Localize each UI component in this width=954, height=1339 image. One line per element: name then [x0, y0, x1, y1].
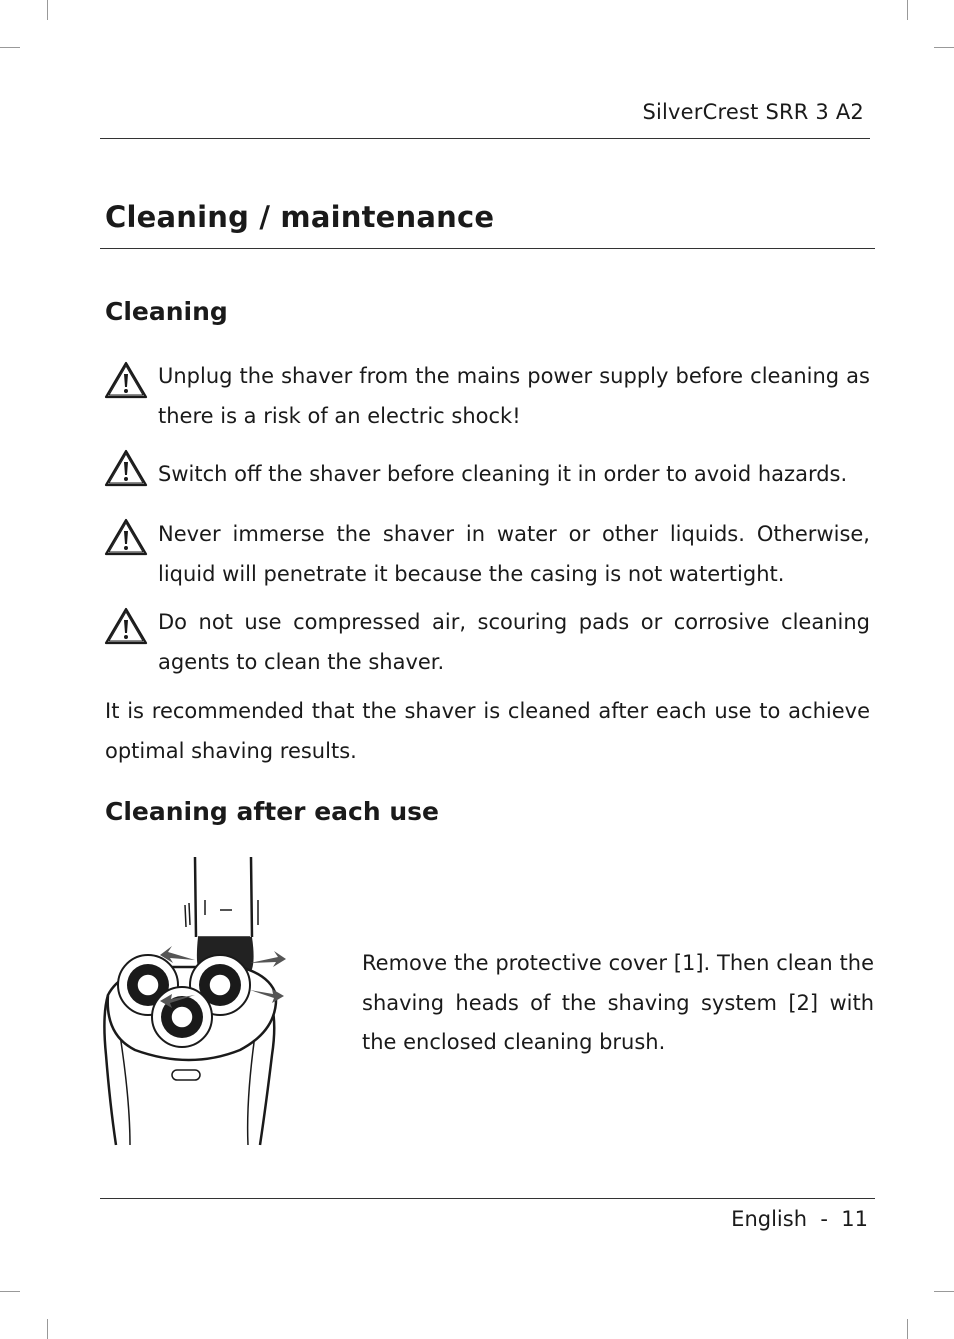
after-use-text: Remove the protective cover [1]. Then clean the shaving heads of the shaving system [2] with the enclosed cleaning brush. — [362, 951, 874, 1054]
warning-triangle-icon — [103, 360, 149, 400]
page-number: English - 11 — [731, 1207, 868, 1231]
footer-rule — [100, 1198, 875, 1199]
crop-mark — [907, 0, 908, 20]
crop-mark — [934, 1291, 954, 1292]
running-header: SilverCrest SRR 3 A2 — [642, 100, 864, 124]
warning-text-compressed-air: Do not use compressed air, scouring pads or corrosive cleaning agents to clean the shaver. — [158, 610, 870, 674]
title-rule — [100, 248, 875, 249]
crop-mark — [0, 47, 20, 48]
warning-triangle-icon — [103, 517, 149, 557]
warning-text-immerse: Never immerse the shaver in water or other liquids. Otherwise, liquid will penetrate it because the casing is not watertight. — [158, 522, 870, 586]
warning-triangle-icon — [103, 606, 149, 646]
warning-text-switch-off: Switch off the shaver before cleaning it in order to avoid hazards. — [158, 462, 848, 486]
crop-mark — [47, 0, 48, 20]
recommendation-text: It is recommended that the shaver is cleaned after each use to achieve optimal shaving results. — [105, 699, 870, 763]
crop-mark — [47, 1319, 48, 1339]
section-heading-cleaning: Cleaning — [105, 297, 228, 326]
crop-mark — [934, 47, 954, 48]
header-rule — [100, 138, 870, 139]
crop-mark — [0, 1291, 20, 1292]
crop-mark — [907, 1319, 908, 1339]
section-heading-after-use: Cleaning after each use — [105, 797, 439, 826]
shaver-brush-illustration — [100, 855, 290, 1147]
page-title: Cleaning / maintenance — [105, 200, 495, 234]
warning-text-unplug: Unplug the shaver from the mains power supply before cleaning as there is a risk of an electric shock! — [158, 364, 870, 428]
warning-triangle-icon — [103, 448, 149, 488]
